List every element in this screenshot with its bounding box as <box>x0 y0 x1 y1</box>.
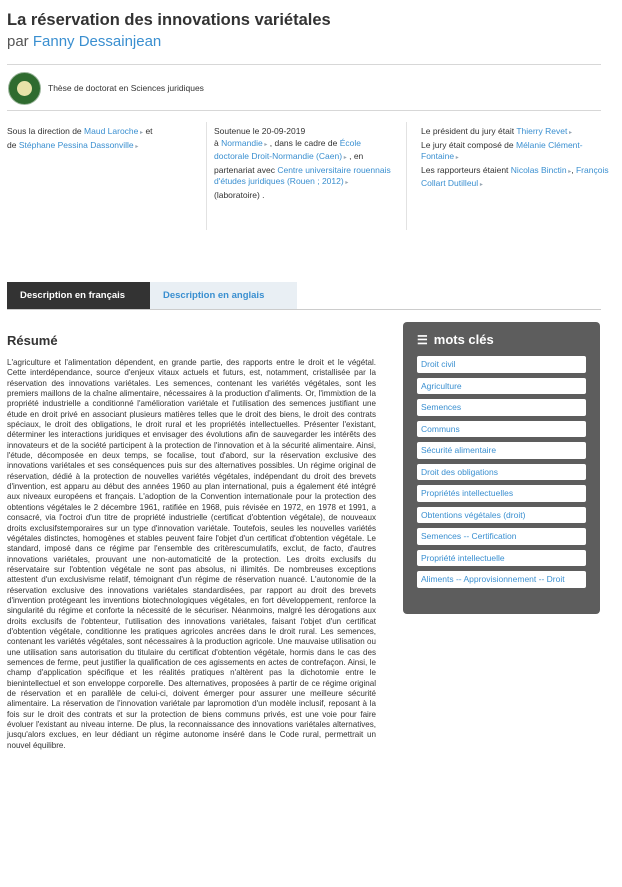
co-director-link[interactable]: Stéphane Pessina Dassonville ▸ <box>19 140 139 150</box>
university-logo-icon <box>8 72 41 105</box>
degree-label: Thèse de doctorat en Sciences juridiques <box>48 83 204 93</box>
reporter-link[interactable]: Nicolas Binctin ▸ <box>511 165 571 175</box>
conjunction: et <box>145 126 153 136</box>
direction-info <box>7 126 199 153</box>
keyword-item[interactable]: Droit des obligations <box>417 464 586 481</box>
keywords-title: mots clés <box>433 332 494 347</box>
tab-description-french[interactable]: Description en français <box>7 282 150 309</box>
resume-heading: Résumé <box>7 333 58 348</box>
keywords-header <box>417 332 586 347</box>
laboratory-suffix: (laboratoire) . <box>214 189 265 200</box>
president-prefix: Le président du jury était <box>421 126 515 136</box>
partnership-text: , en partenariat avec <box>214 151 364 175</box>
president-link[interactable]: Thierry Revet ▸ <box>516 126 572 136</box>
divider <box>7 110 601 111</box>
byline <box>7 33 161 50</box>
doctoral-school-link[interactable]: École doctorale Droit-Normandie (Caen) ▸ <box>214 138 361 162</box>
description-tabs <box>7 282 297 309</box>
column-divider <box>206 122 207 230</box>
list-icon: ☰ <box>417 332 428 347</box>
defense-info <box>214 126 394 201</box>
keyword-item[interactable]: Obtentions végétales (droit) <box>417 507 586 524</box>
divider <box>7 64 601 65</box>
keyword-item[interactable]: Semences -- Certification <box>417 528 586 545</box>
jury-prefix: Le jury était composé de <box>421 139 514 150</box>
column-divider <box>406 122 407 230</box>
page-title: La réservation des innovations variétales <box>7 11 331 29</box>
tab-underline <box>7 309 601 310</box>
keyword-item[interactable]: Propriété intellectuelle <box>417 550 586 567</box>
keyword-item[interactable]: Agriculture <box>417 378 586 395</box>
defense-date: Soutenue le 20-09-2019 <box>214 126 306 136</box>
byline-prefix: par <box>7 33 29 50</box>
preposition: de <box>7 139 17 150</box>
reporters-prefix: Les rapporteurs étaient <box>421 164 509 175</box>
context-text: , dans le cadre de <box>269 137 338 148</box>
keyword-item[interactable]: Droit civil <box>417 356 586 373</box>
tab-description-english[interactable]: Description en anglais <box>150 282 297 309</box>
laboratory-link[interactable]: Centre universitaire rouennais d'études juridiques (Rouen ; 2012) ▸ <box>214 165 391 187</box>
keyword-item[interactable]: Communs <box>417 421 586 438</box>
resume-text: L'agriculture et l'alimentation dépendent, en grande partie, des rapports entre le droit et le végétal. Cette interdépendance, source d'enjeux vitaux actuels et futurs, est, notamment, cristallisée par la réservation des innovations variétales. Les semences, contenant les variétés végétales, sont les premiers maillons de la chaîne alimentaire, nécessaires à la production d'aliments. Or, l'immixtion de la propriété industrielle a conditionné l'amélioration variétale et l'utilisation des semences justifiant une étude en droit privé en associant plusieurs matières telles que le droit des biens, le droit des contrats spéciaux, le droit des obligations, le droit rural et les propriétés intellectuelles. Présenter l'existant, déterminer les interactions juridiques et envisager des évolutions afin de sauvegarder les intérêts des innovateurs et de la société participent à la protection de l'innovation et à la sécurité alimentaire. Ainsi, l'étude, décomposée en deux temps, se focalise, tout d'abord, sur la réservation exclusive des innovations variétales et ses conséquences puis sur des alternatives possibles. Un régime original de réservation, dédié à la protection de nouvelles variétés végétales, indépendant du droit des brevets d'invention, est apparu au début des années 1960 au plan international, puis a également été intégré aux niveaux européens et français. L'adoption de la Convention internationale pour la protection des obtentions végétales le 2 décembre 1961, ratifiée en 1968, puis révisée en 1972, en 1978 et 1991, a consacré, via l'octroi d'un titre de propriété industrielle (certificat d'obtention végétale), de nouveaux droits exclusifstemporaires sur un type d'innovation variétale. Toutefois, seules les nouvelles variétés végétales distinctes, homogènes et stables peuvent faire l'objet d'un certificat d'obtention végétale. Le standard, imposé dans ce régime par l'ensemble des critèrescumulatifs, exclut, de facto, d'autres innovations variétales, prouvant une non-automaticité de la protection. Les droits exclusifs du réservataire sur l'obtention végétale ne sont pas absolus, ni illimités. De nombreuses exceptions attestent d'un exclusivisme relatif, témoignant d'un régime de réservation nuancé. L'autonomie de la réservation exclusive des innovations variétales standardisées, par rapport au droit des brevets d'invention protégeant les inventions biotechnologiques végétales, en fort développement, renforce la singularité du régime et conforte la nécessité de le sécuriser. Néanmoins, malgré les dérogations aux droits exclusifs de l'obtenteur, l'utilisation des innovations variétales, faisant l'objet d'un certificat d'obtention végétale, conditionne les pratiques agricoles ancrées dans le droit rural. Les semences, contenant les variétés végétales, sont nécessaires à la production agricole. Une mauvaise utilisation ou une utilisation sans autorisation du titulaire du certificat d'obtention végétale, hormis dans le cas des semences de ferme, peut justifier la qualification de ces agissements en actes de contrefaçon. Ainsi, le champ d'application spécifique et les réalités pratiques n'altèrent pas la dichotomie entre le bienintellectuel et son enveloppe corporelle. Des alternatives, proposées à partir de ce régime original de réservation et en parallèle de celui-ci, doivent émerger pour assurer une meilleure sécurité alimentaire. La réservation de l'innovation variétale par lapromotion d'un modèle inclusif, reposant à la fois sur le droit des contrats et sur la protection de biens communs privés, est une voie pour faire évoluer l'existant au niveau interne. De plus, la reconnaissance des innovations variétales alternatives, jusqu'alors exclues, en leur dédiant un régime autonome inséré dans le Code rural, permettrait un nouvel équilibre. <box>7 358 376 750</box>
director-link[interactable]: Maud Laroche ▸ <box>84 126 143 136</box>
direction-prefix: Sous la direction de <box>7 126 82 136</box>
keywords-panel <box>403 322 600 614</box>
jury-info <box>421 126 611 192</box>
keyword-item[interactable]: Sécurité alimentaire <box>417 442 586 459</box>
separator: , <box>571 164 574 175</box>
preposition: à <box>214 137 219 148</box>
reporter-link[interactable]: François Collart Dutilleul ▸ <box>421 165 609 189</box>
keyword-item[interactable]: Aliments -- Approvisionnement -- Droit <box>417 571 586 588</box>
jury-member-link[interactable]: Mélanie Clément-Fontaine ▸ <box>421 140 583 162</box>
keyword-item[interactable]: Semences <box>417 399 586 416</box>
place-link[interactable]: Normandie ▸ <box>221 138 267 148</box>
keywords-list <box>417 356 586 588</box>
keyword-item[interactable]: Propriétés intellectuelles <box>417 485 586 502</box>
author-link[interactable]: Fanny Dessainjean <box>32 33 162 50</box>
